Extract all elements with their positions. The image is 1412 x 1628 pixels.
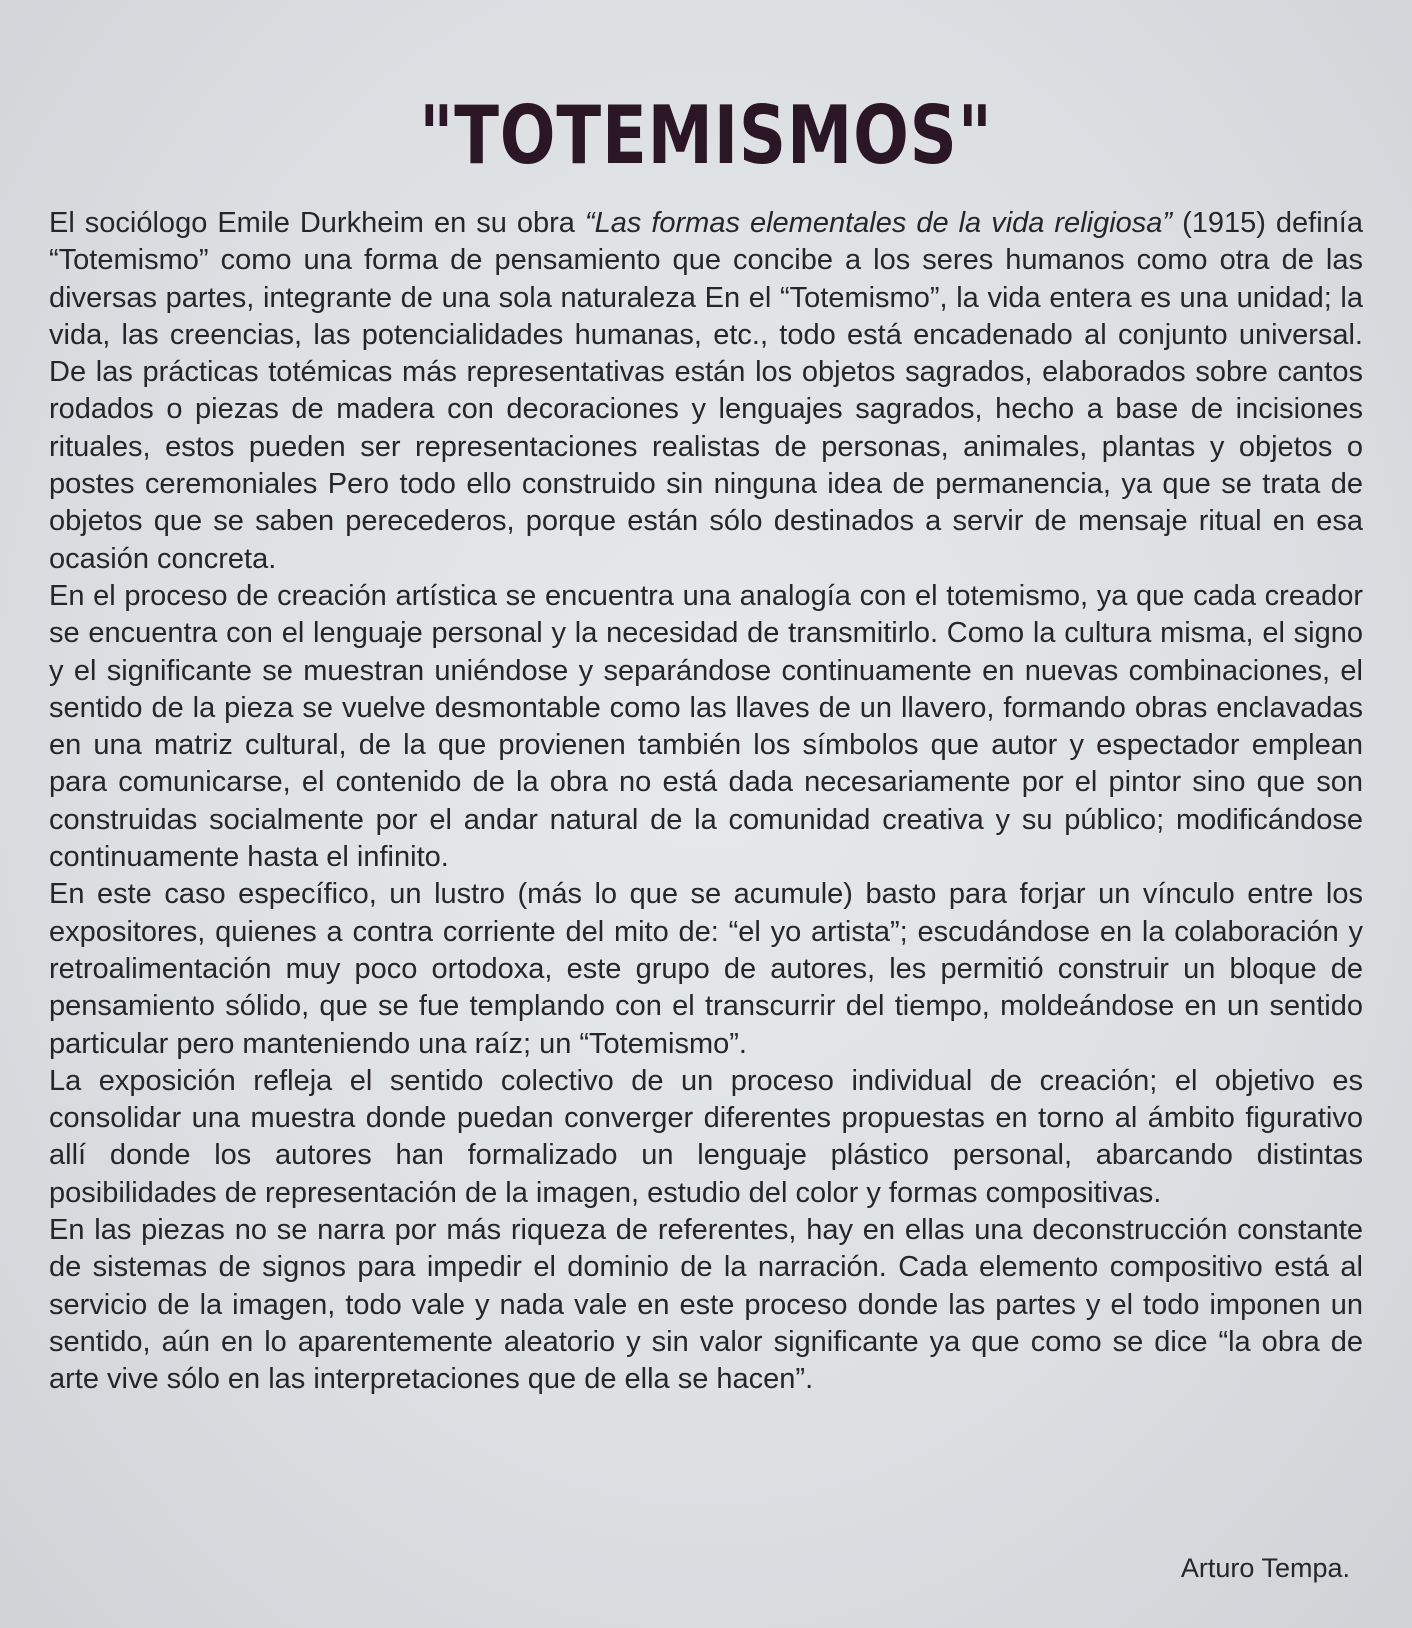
paragraph-durkheim [49, 205, 1363, 578]
paragraph-creative-process: En el proceso de creación artística se encuentra una analogía con el totemismo, ya que cada creador se encuentra con el lenguaje personal y la necesidad de transmitirlo. Como la cultura misma, el signo y el significante se muestran uniéndose y separándose continuamente en nuevas combinaciones, el sentido de la pieza se vuelve desmontable como las llaves de un llavero, formando obras enclavadas en una matriz cultural, de la que provienen también los símbolos que autor y espectador emplean para comunicarse, el contenido de la obra no está dada necesariamente por el pintor sino que son construidas socialmente por el andar natural de la comunidad creativa y su público; modificándose continuamente hasta el infinito. [49, 579, 1363, 874]
body-text [49, 205, 1363, 1399]
paragraph-1-body: (1915) definía “Totemismo” como una forma de pensamiento que concibe a los seres humanos como otra de las diversas partes, integrante de una sola naturaleza En el “Totemismo”, la vida entera es una unidad; la vida, las creencias, las potencialidades humanas, etc., todo está encadenado al conjunto universal. De las prácticas totémicas más representativas están los objetos sagrados, elaborados sobre cantos rodados o piezas de madera con decoraciones y lenguajes sagrados, hecho a base de incisiones rituales, estos pueden ser representaciones realistas de personas, animales, plantas y objetos o postes ceremoniales Pero todo ello construido sin ninguna idea de permanencia, ya que se trata de objetos que se saben perecederos, porque están sólo destinados a servir de mensaje ritual en esa ocasión concreta. [49, 207, 1363, 575]
page-title: "TOTEMISMOS" [419, 88, 993, 182]
cited-work-title: “Las formas elementales de la vida religiosa” [584, 207, 1173, 239]
paragraph-exhibition: La exposición refleja el sentido colectivo de un proceso individual de creación; el objetivo es consolidar una muestra donde puedan converger diferentes propuestas en torno al ámbito figurativo allí donde los autores han formalizado un lenguaje plástico personal, abarcando distintas posibilidades de representación de la imagen, estudio del color y formas compositivas. [49, 1064, 1363, 1209]
paragraph-1-intro: El sociólogo Emile Durkheim en su obra [49, 207, 585, 239]
paragraph-pieces: En las piezas no se narra por más riqueza de referentes, hay en ellas una deconstrucción constante de sistemas de signos para impedir el dominio de la narración. Cada elemento compositivo está al servicio de la imagen, todo vale y nada vale en este proceso donde las partes y el todo imponen un sentido, aún en lo aparentemente aleatorio y sin valor significante ya que como se dice “la obra de arte vive sólo en las interpretaciones que de ella se hacen”. [49, 1214, 1363, 1396]
author-signature: Arturo Tempa. [1180, 1553, 1350, 1583]
paragraph-specific-case: En este caso específico, un lustro (más lo que se acumule) basto para forjar un vínculo entre los expositores, quienes a contra corriente del mito de: “el yo artista”; escudándose en la colaboración y retroalimentación muy poco ortodoxa, este grupo de autores, les permitió construir un bloque de pensamiento sólido, que se fue templando con el transcurrir del tiempo, moldeándose en un sentido particular pero manteniendo una raíz; un “Totemismo”. [49, 878, 1363, 1060]
